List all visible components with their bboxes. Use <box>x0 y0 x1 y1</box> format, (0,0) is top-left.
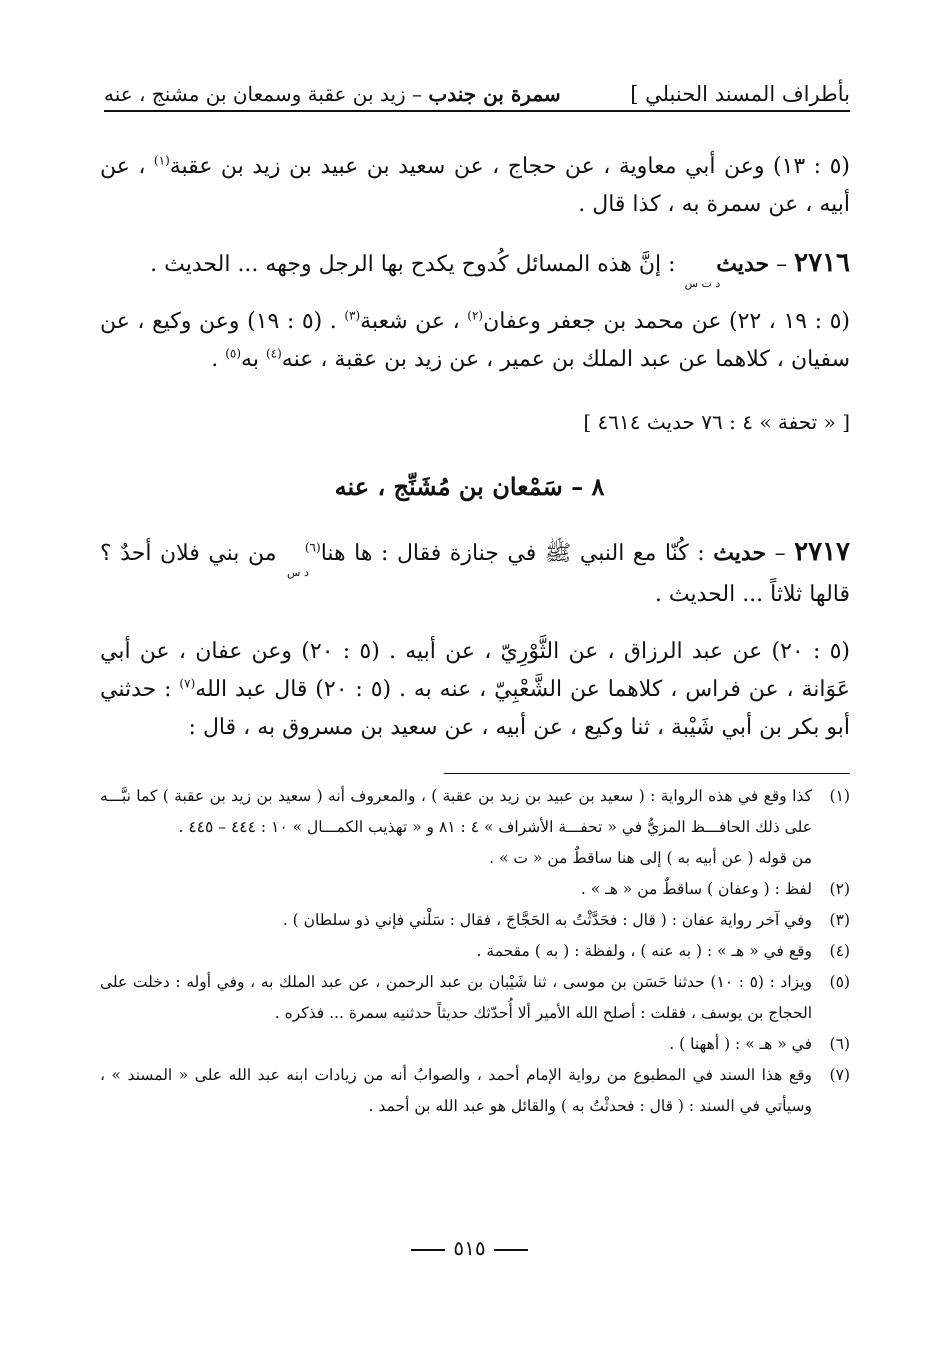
footer-dash <box>494 1249 528 1251</box>
isnad-text: : حدثني أبو بكر بن أبي شَيْبة ، ثنا وكيع ، عن أبيه ، عن سعيد بن مسروق به ، قال : <box>100 677 850 740</box>
footnote-line: من قوله ( عن أبيه به ) إلى هنا ساقطٌ من « ت » . <box>489 849 812 867</box>
hadith-number: ٢٧١٦ <box>794 248 850 278</box>
footnote-number: (٧) <box>829 1066 850 1084</box>
hadith-text: : إنَّ هذه المسائل كُدوح يكدح بها الرجل وجهه ... الحديث . <box>150 252 683 277</box>
page-number: ٥١٥ <box>453 1236 486 1260</box>
footnote-separator <box>444 773 850 774</box>
footnote-line: كذا وقع في هذه الرواية : ( سعيد بن عبيد بن زيد بن عقبة ) ، والمعروف أنه ( سعيد بن زيد بن عقبة ) كما نبَّـــه على ذلك الحافـــظ المزيُّ في « تحفـــة الأشراف » ٤ : ٨١ و « تهذيب الكمـــال » ١٠ : ٤٤٤ – ٤٤٥ . <box>100 787 812 836</box>
isnad-text-cont: ، عن أبيه ، عن سمرة به ، كذا قال . <box>100 154 850 217</box>
footnote-line: وقع هذا السند في المطبوع من رواية الإمام أحمد ، والصوابُ أنه من زيادات ابنه عبد الله على « المسند » ، وسيأتي في السند : ( قال : فحدثْتُ به ) والقائل هو عبد الله بن أحمد . <box>100 1066 812 1115</box>
footnote-ref-3: (٣) <box>344 308 361 323</box>
footnote-number: (٥) <box>829 973 850 991</box>
isnad-text: (٥ : ١٩ ، ٢٢) عن محمد بن جعفر وعفان <box>483 309 851 334</box>
footnote-item <box>100 874 850 905</box>
paragraph-isnad-3 <box>100 633 850 747</box>
footnote-text <box>100 1060 812 1122</box>
hadith-sigla: د س <box>287 566 309 579</box>
footnote-ref-2: (٢) <box>467 308 484 323</box>
footnote-item <box>100 967 850 1029</box>
tuhfa-reference: [ « تحفة » ٤ : ٧٦ حديث ٤٦١٤ ] <box>583 410 850 434</box>
footnote-line: في « هـ » : ( أههنا ) . <box>669 1035 812 1053</box>
hadith-label: حديث <box>713 540 767 566</box>
footnote-text <box>100 905 812 936</box>
page-footer <box>0 1236 939 1260</box>
isnad-text: . <box>211 347 226 372</box>
footer-dash <box>411 1249 445 1251</box>
hadith-number: ٢٧١٧ <box>794 537 850 567</box>
footnote-number: (٣) <box>829 911 850 929</box>
paragraph-isnad-1 <box>100 148 850 224</box>
footnote-item <box>100 1029 850 1060</box>
footnote-line: وفي آخر رواية عفان : ( قال : فحَدَّثْتُ به الحَجَّاجَ ، فقال : سَلْني فإني ذو سلطان ) . <box>282 911 812 929</box>
isnad-text: ، عن شعبة <box>360 309 468 334</box>
footnote-ref-4: (٤) <box>265 346 282 361</box>
header-companion-name: سمرة بن جندب <box>428 82 561 106</box>
hadith-label: حديث <box>716 251 770 277</box>
footnote-text <box>100 936 812 967</box>
isnad-text: . (٥ : ١٩) وعن وكيع ، عن سفيان ، كلاهما عن عبد الملك بن عمير ، عن زيد بن عقبة ، عنه <box>100 309 850 372</box>
header-topic-text: – زيد بن عقبة وسمعان بن مشنج ، عنه <box>104 82 423 106</box>
footnote-ref-1: (١) <box>153 153 170 168</box>
footnote-text <box>100 1029 812 1060</box>
footnote-ref-5: (٥) <box>225 346 242 361</box>
isnad-text: به <box>241 347 266 372</box>
isnad-text: (٥ : ١٣) وعن أبي معاوية ، عن حجاج ، عن سعيد بن عبيد بن زيد بن عقبة <box>169 154 850 179</box>
footnote-number: (٦) <box>829 1035 850 1053</box>
footnote-ref-7: (٧) <box>179 676 196 691</box>
hadith-2716 <box>100 244 850 290</box>
footnote-item <box>100 1060 850 1122</box>
footnote-item <box>100 936 850 967</box>
footnote-number: (١) <box>829 787 850 805</box>
hadith-sigla: د ت س <box>684 277 721 290</box>
footnote-ref-6: (٦) <box>304 540 321 555</box>
footnote-line: وقع في « هـ » : ( به عنه ) ، ولفظة : ( به ) مقحمة . <box>476 942 812 960</box>
header-book-title: بأطراف المسند الحنبلي ] <box>630 82 850 106</box>
footnote-text <box>100 781 812 874</box>
hadith-2717 <box>100 533 850 614</box>
footnote-item <box>100 905 850 936</box>
isnad-text: (٥ : ٢٠) عن عبد الرزاق ، عن الثَّوْرِيّ ، عن أبيه . (٥ : ٢٠) وعن عفان ، عن أبي عَوَانة ، عن فراس ، كلاهما عن الشَّعْبِيّ ، عنه به . (٥ : ٢٠) قال عبد الله <box>100 639 851 702</box>
footnotes <box>100 781 850 1122</box>
hadith-dash: – <box>766 541 795 566</box>
running-header <box>104 72 850 112</box>
footnote-number: (٢) <box>829 880 850 898</box>
footnote-item <box>100 781 850 874</box>
hadith-text: : كُنّا مع النبي ﷺ في جنازة فقال : ها هنا <box>320 541 714 566</box>
footnote-number: (٤) <box>829 942 850 960</box>
hadith-text: من بني فلان أحدٌ ؟ قالها ثلاثاً ... الحديث . <box>100 541 850 607</box>
header-topic <box>104 82 561 106</box>
footnote-text <box>100 874 812 905</box>
paragraph-isnad-2 <box>100 303 850 379</box>
footnote-line: ويزاد : (٥ : ١٠) حدثنا حَسَن بن موسى ، ثنا شَيْبان بن عبد الرحمن ، عن عبد الملك به ، وفي أوله : دخلت على الحجاج بن يوسف ، فقلت : أصلح الله الأمير ألا أُحدّثك حديثاً حدثنيه سمرة ... فذكره . <box>100 973 812 1022</box>
hadith-dash: – <box>769 252 795 277</box>
footnote-text <box>100 967 812 1029</box>
footnote-line: لفظ : ( وعفان ) ساقطٌ من « هـ » . <box>580 880 812 898</box>
section-title: ٨ – سَمْعان بن مُشَنِّج ، عنه <box>334 472 605 501</box>
